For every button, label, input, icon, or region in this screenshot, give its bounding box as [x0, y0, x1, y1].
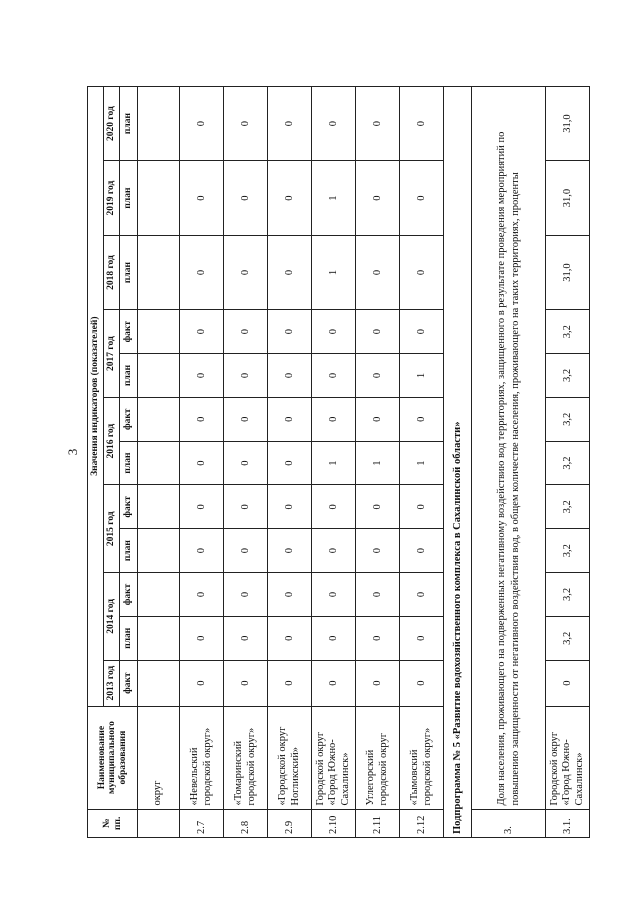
- value-cell: 1: [356, 441, 400, 485]
- municipality-name: Городской округ «Город Южно-Сахалинск»: [312, 706, 356, 809]
- value-cell: 0: [356, 573, 400, 617]
- table-row: [312, 60, 356, 838]
- value-cell: 0: [312, 573, 356, 617]
- subheader-fact: факт: [120, 397, 138, 441]
- subprogram-row: [444, 60, 472, 838]
- municipality-name: Городской округ «Город Южно-Сахалинск»: [546, 706, 590, 809]
- value-cell: 0: [268, 235, 312, 309]
- value-cell: 0: [356, 397, 400, 441]
- value-cell: 0: [224, 529, 268, 573]
- row-number: 2.11: [356, 809, 400, 837]
- value-cell: 0: [312, 616, 356, 660]
- value-cell: 0: [268, 529, 312, 573]
- indicator-table: [87, 60, 590, 838]
- table-row: [180, 60, 224, 838]
- header-year-2018: 2018 год: [104, 235, 120, 309]
- value-cell: 0: [268, 397, 312, 441]
- subheader-plan: план: [120, 161, 138, 235]
- value-cell: 0: [400, 660, 444, 706]
- value-cell: 0: [224, 660, 268, 706]
- header-year-2017: 2017 год: [104, 310, 120, 398]
- value-cell: 0: [356, 529, 400, 573]
- rotated-table-container: [87, 60, 585, 838]
- page-number: 3: [65, 448, 80, 456]
- row-number: 2.10: [312, 809, 356, 837]
- value-cell: 0: [224, 441, 268, 485]
- value-cell: 0: [224, 485, 268, 529]
- value-cell: 1: [400, 354, 444, 398]
- table-row: [268, 60, 312, 838]
- value-cell: 0: [268, 573, 312, 617]
- value-cell: 0: [224, 235, 268, 309]
- value-cell: 3,2: [546, 397, 590, 441]
- subheader-plan: план: [120, 235, 138, 309]
- value-cell: 0: [400, 235, 444, 309]
- value-cell: 0: [546, 660, 590, 706]
- value-cell: 0: [312, 660, 356, 706]
- header-values: Значения индикаторов (показателей): [88, 86, 104, 706]
- value-cell: 0: [356, 86, 400, 161]
- value-cell: 0: [224, 354, 268, 398]
- value-cell: 0: [268, 86, 312, 161]
- value-cell: 0: [180, 573, 224, 617]
- value-cell: 0: [180, 354, 224, 398]
- subheader-plan: план: [120, 86, 138, 161]
- subheader-fact: факт: [120, 660, 138, 706]
- subheader-plan: план: [120, 354, 138, 398]
- row-number: 2.9: [268, 809, 312, 837]
- municipality-name: Углегорский городской округ: [356, 706, 400, 809]
- value-cell: 0: [180, 310, 224, 354]
- value-cell: 0: [268, 441, 312, 485]
- municipality-name: «Тымовский городской округ»: [400, 706, 444, 809]
- value-cell: 0: [224, 573, 268, 617]
- value-cell: 0: [224, 310, 268, 354]
- header-name: Наименование муниципального образования: [88, 706, 138, 809]
- value-cell: 0: [400, 529, 444, 573]
- municipality-name: «Томаринский городской округ»: [224, 706, 268, 809]
- value-cell: 3,2: [546, 529, 590, 573]
- header-year-2014: 2014 год: [104, 573, 120, 661]
- value-cell: 0: [400, 616, 444, 660]
- indicator-number: 3.: [472, 809, 546, 837]
- value-cell: 0: [180, 485, 224, 529]
- value-cell: 0: [268, 660, 312, 706]
- value-cell: 3,2: [546, 441, 590, 485]
- table-row: [400, 60, 444, 838]
- value-cell: 0: [180, 441, 224, 485]
- value-cell: 0: [400, 310, 444, 354]
- table-row: [138, 60, 180, 838]
- subheader-fact: факт: [120, 310, 138, 354]
- value-cell: 0: [400, 573, 444, 617]
- subheader-plan: план: [120, 529, 138, 573]
- value-cell: 0: [268, 616, 312, 660]
- value-cell: 0: [356, 161, 400, 235]
- value-cell: 0: [180, 660, 224, 706]
- value-cell: 0: [312, 86, 356, 161]
- header-year-2020: 2020 год: [104, 86, 120, 161]
- indicator-description: Доля населения, проживающего на подверженных негативному воздействию вод территориях, защищенного в результате проведения мероприятий по повышению защищенности от негативного воздействия вод, в общем количестве населения, проживающего на таких территориях, проценты: [472, 86, 546, 809]
- value-cell: 0: [312, 529, 356, 573]
- row-number: 3.1.: [546, 809, 590, 837]
- value-cell: 0: [224, 397, 268, 441]
- table-row: [546, 60, 590, 838]
- header-year-2015: 2015 год: [104, 485, 120, 573]
- value-cell: 0: [268, 485, 312, 529]
- municipality-name: «Невельский городской округ»: [180, 706, 224, 809]
- value-cell: 0: [356, 354, 400, 398]
- value-cell: 1: [312, 161, 356, 235]
- value-cell: 0: [312, 354, 356, 398]
- subheader-plan: план: [120, 616, 138, 660]
- row-number: 2.12: [400, 809, 444, 837]
- value-cell: 0: [312, 397, 356, 441]
- value-cell: 0: [356, 310, 400, 354]
- value-cell: 0: [400, 86, 444, 161]
- value-cell: 3,2: [546, 573, 590, 617]
- value-cell: 0: [224, 161, 268, 235]
- value-cell: 1: [400, 441, 444, 485]
- continuation-label: округ: [138, 706, 180, 809]
- value-cell: 3,2: [546, 616, 590, 660]
- value-cell: 0: [356, 616, 400, 660]
- value-cell: 0: [400, 485, 444, 529]
- value-cell: 0: [180, 86, 224, 161]
- value-cell: 0: [268, 161, 312, 235]
- value-cell: 0: [356, 235, 400, 309]
- value-cell: 0: [400, 161, 444, 235]
- value-cell: 3,2: [546, 354, 590, 398]
- header-year-2019: 2019 год: [104, 161, 120, 235]
- value-cell: 31,0: [546, 235, 590, 309]
- value-cell: 0: [180, 397, 224, 441]
- value-cell: 0: [224, 86, 268, 161]
- value-cell: 1: [312, 441, 356, 485]
- value-cell: 0: [268, 310, 312, 354]
- value-cell: 0: [180, 235, 224, 309]
- row-number: 2.7: [180, 809, 224, 837]
- value-cell: 31,0: [546, 86, 590, 161]
- value-cell: 0: [400, 397, 444, 441]
- header-year-2013: 2013 год: [104, 660, 120, 706]
- row-number: 2.8: [224, 809, 268, 837]
- value-cell: 1: [312, 235, 356, 309]
- subheader-fact: факт: [120, 485, 138, 529]
- value-cell: 3,2: [546, 310, 590, 354]
- blank-spacer: [88, 60, 180, 86]
- header-year-2016: 2016 год: [104, 397, 120, 485]
- subheader-plan: план: [120, 441, 138, 485]
- value-cell: 3,2: [546, 485, 590, 529]
- table-row: [224, 60, 268, 838]
- value-cell: 0: [356, 660, 400, 706]
- indicator-row: [472, 60, 546, 838]
- value-cell: 0: [312, 485, 356, 529]
- municipality-name: «Городской округ Ногликский»: [268, 706, 312, 809]
- value-cell: 31,0: [546, 161, 590, 235]
- value-cell: 0: [312, 310, 356, 354]
- value-cell: 0: [268, 354, 312, 398]
- value-cell: 0: [180, 529, 224, 573]
- value-cell: 0: [180, 161, 224, 235]
- table-row: [356, 60, 400, 838]
- value-cell: 0: [180, 616, 224, 660]
- subprogram-title: Подпрограмма № 5 «Развитие водохозяйственного комплекса в Сахалинской области»: [444, 86, 472, 837]
- value-cell: 0: [224, 616, 268, 660]
- subheader-fact: факт: [120, 573, 138, 617]
- header-num: № пп.: [88, 809, 138, 837]
- value-cell: 0: [356, 485, 400, 529]
